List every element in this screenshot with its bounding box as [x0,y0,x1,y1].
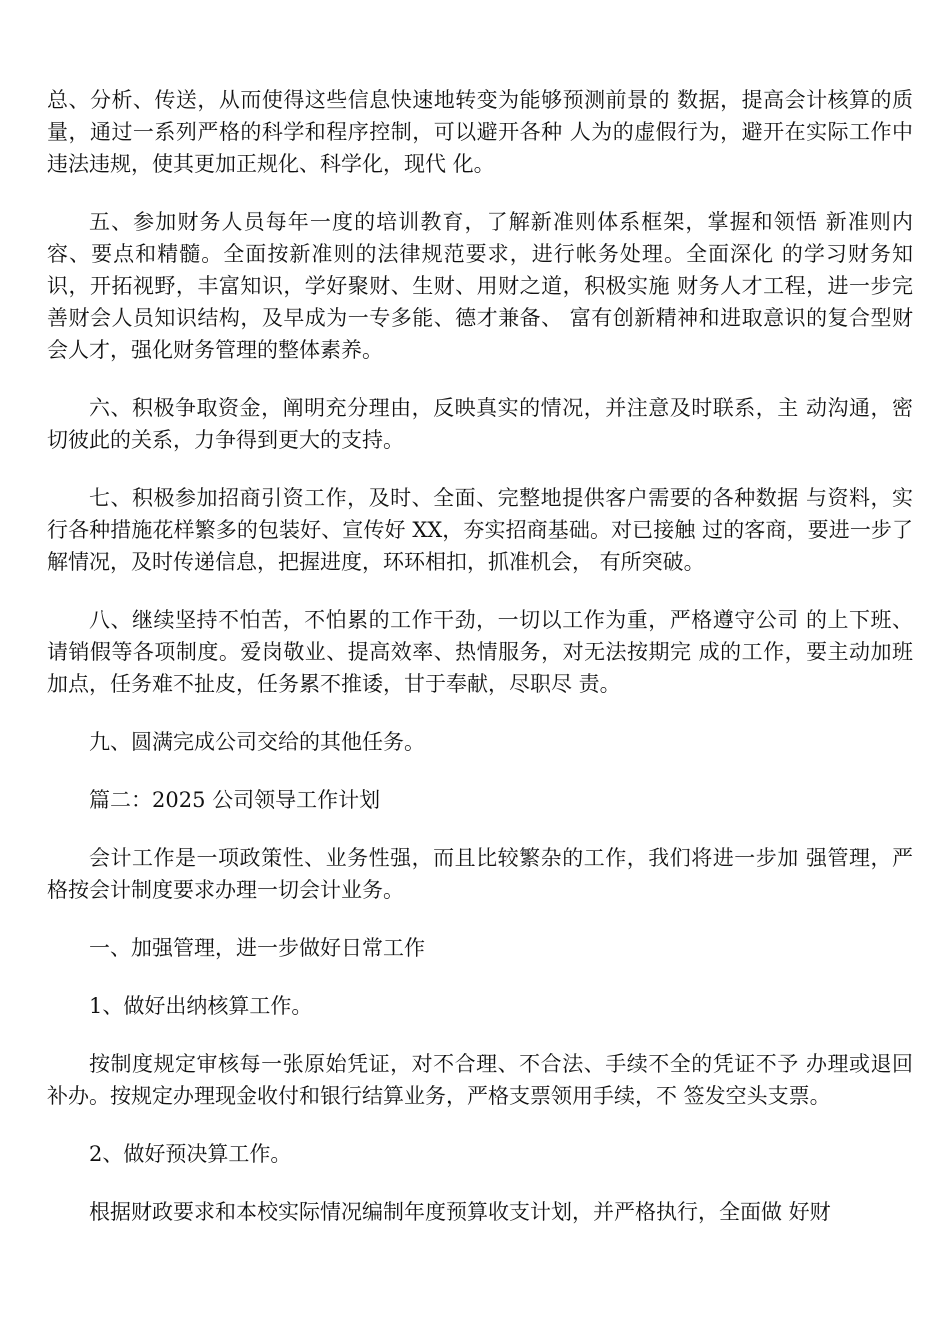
paragraph-accounting-intro: 会计工作是一项政策性、业务性强，而且比较繁杂的工作，我们将进一步加 强管理，严格按会计制度要求办理一切会计业务。 [47,846,913,902]
paragraph-item-6-funding: 六、积极争取资金，阐明充分理由，反映真实的情况，并注意及时联系，主 动沟通，密切彼此的关系，力争得到更大的支持。 [47,396,913,452]
subheading-strengthen-management: 一、加强管理，进一步做好日常工作 [89,936,425,960]
document-page [47,84,913,1254]
paragraph-item-8-diligence: 八、继续坚持不怕苦，不怕累的工作干劲，一切以工作为重，严格遵守公司 的上下班、请销假等各项制度。爱岗敬业、提高效率、热情服务，对无法按期完 成的工作，要主动加班加点，任务难不扯皮，任务累不推诿，甘于奉献，尽职尽 责。 [47,608,913,696]
paragraph-item-5-training: 五、参加财务人员每年一度的培训教育，了解新准则体系框架，掌握和领悟 新准则内容、要点和精髓。全面按新准则的法律规范要求，进行帐务处理。全面深化 的学习财务知识，开拓视野，丰富知识，学好聚财、生财、用财之道，积极实施 财务人才工程，进一步完善财会人员知识结构，及早成为一专多能、德才兼备、 富有创新精神和进取意识的复合型财会人才，强化财务管理的整体素养。 [47,210,914,362]
paragraph-intro-continuation: 总、分析、传送，从而使得这些信息快速地转变为能够预测前景的 数据，提高会计核算的质量，通过一系列严格的科学和程序控制，可以避开各种 人为的虚假行为，避开在实际工作中违法违规，使其更加正规化、科学化，现代 化。 [47,88,913,176]
subheading-budget-work: 2、做好预决算工作。 [89,1142,292,1166]
paragraph-cashier-details: 按制度规定审核每一张原始凭证，对不合理、不合法、手续不全的凭证不予 办理或退回补办。按规定办理现金收付和银行结算业务，严格支票领用手续，不 签发空头支票。 [47,1052,913,1108]
subheading-cashier-work: 1、做好出纳核算工作。 [89,994,313,1018]
paragraph-item-9-other-tasks: 九、圆满完成公司交给的其他任务。 [89,730,425,754]
section-heading-part-two: 篇二：2025 公司领导工作计划 [89,788,381,812]
paragraph-budget-details: 根据财政要求和本校实际情况编制年度预算收支计划，并严格执行，全面做 好财 [89,1200,831,1224]
paragraph-item-7-investment: 七、积极参加招商引资工作，及时、全面、完整地提供客户需要的各种数据 与资料，实行各种措施花样繁多的包装好、宣传好 XX，夯实招商基础。对已接触 过的客商，要进一步了解情况，及时传递信息，把握进度，环环相扣，抓准机会， 有所突破。 [47,486,913,574]
